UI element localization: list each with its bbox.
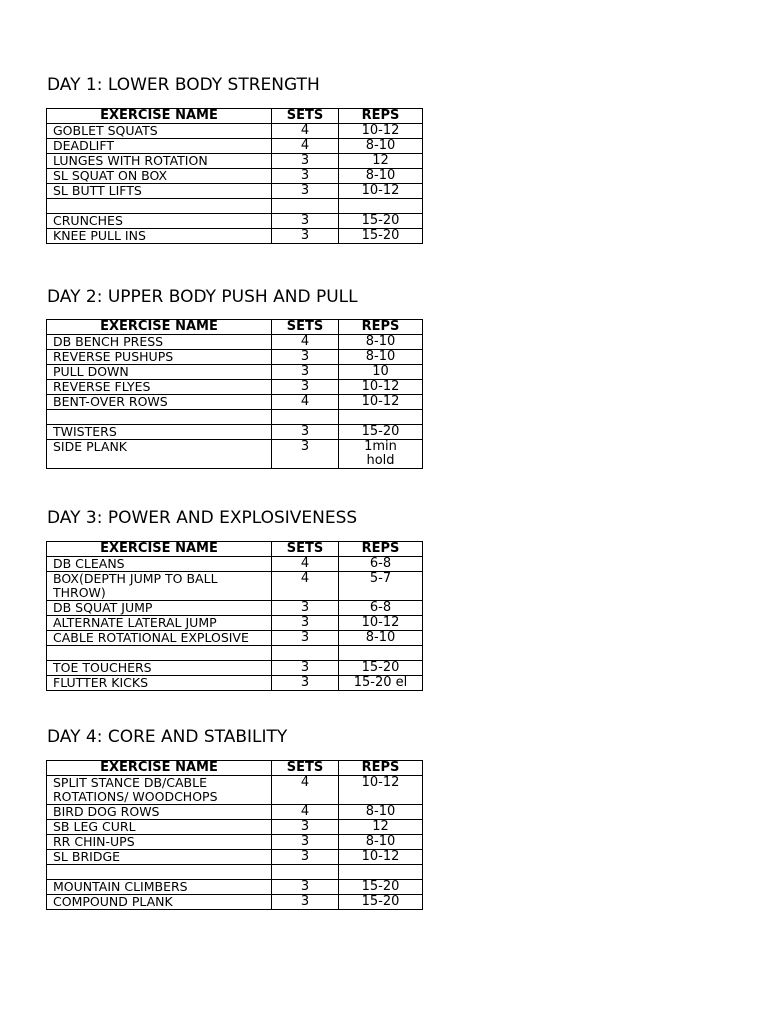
table-row [47, 895, 423, 910]
exercise-reps: 10-12 [339, 616, 423, 631]
exercise-reps: 15-20 [339, 214, 423, 229]
header-exercise-name: EXERCISE NAME [47, 109, 272, 124]
header-reps: REPS [339, 109, 423, 124]
exercise-name [47, 646, 272, 661]
exercise-name: PULL DOWN [47, 365, 272, 380]
table-header-row [47, 542, 423, 557]
exercise-name: KNEE PULL INS [47, 229, 272, 244]
exercise-reps: 8-10 [339, 139, 423, 154]
exercise-name: ALTERNATE LATERAL JUMP [47, 616, 272, 631]
exercise-name: SB LEG CURL [47, 820, 272, 835]
exercise-reps: 12 [339, 820, 423, 835]
exercise-reps: 10-12 [339, 124, 423, 139]
exercise-reps: 15-20 [339, 425, 423, 440]
exercise-reps: 10-12 [339, 776, 423, 805]
header-reps: REPS [339, 320, 423, 335]
exercise-sets: 3 [272, 676, 339, 691]
exercise-name: RR CHIN-UPS [47, 835, 272, 850]
table-row [47, 631, 423, 646]
table-row [47, 395, 423, 410]
table-row [47, 184, 423, 199]
header-exercise-name: EXERCISE NAME [47, 761, 272, 776]
day-1-table [46, 108, 423, 244]
exercise-sets [272, 199, 339, 214]
exercise-reps: 8-10 [339, 169, 423, 184]
exercise-reps: 10-12 [339, 380, 423, 395]
table-row [47, 124, 423, 139]
header-sets: SETS [272, 109, 339, 124]
exercise-name [47, 865, 272, 880]
day-2-title: DAY 2: UPPER BODY PUSH AND PULL [47, 287, 358, 307]
exercise-name: CRUNCHES [47, 214, 272, 229]
exercise-sets [272, 865, 339, 880]
header-reps: REPS [339, 761, 423, 776]
exercise-reps: 10-12 [339, 184, 423, 199]
exercise-sets: 4 [272, 776, 339, 805]
exercise-name: SL BRIDGE [47, 850, 272, 865]
table-row-blank [47, 865, 423, 880]
table-row [47, 661, 423, 676]
exercise-sets: 3 [272, 895, 339, 910]
exercise-sets: 3 [272, 380, 339, 395]
table-row-blank [47, 646, 423, 661]
header-exercise-name: EXERCISE NAME [47, 320, 272, 335]
exercise-reps: 8-10 [339, 631, 423, 646]
exercise-name: REVERSE PUSHUPS [47, 350, 272, 365]
exercise-name: CABLE ROTATIONAL EXPLOSIVE [47, 631, 272, 646]
header-exercise-name: EXERCISE NAME [47, 542, 272, 557]
exercise-name: TWISTERS [47, 425, 272, 440]
exercise-reps: 10-12 [339, 395, 423, 410]
table-row [47, 557, 423, 572]
exercise-sets: 3 [272, 154, 339, 169]
exercise-sets: 3 [272, 184, 339, 199]
exercise-reps [339, 199, 423, 214]
exercise-sets: 3 [272, 365, 339, 380]
table-row [47, 169, 423, 184]
table-row [47, 335, 423, 350]
table-row [47, 572, 423, 601]
exercise-name: FLUTTER KICKS [47, 676, 272, 691]
table-row [47, 380, 423, 395]
exercise-reps: 15-20 [339, 661, 423, 676]
exercise-sets: 4 [272, 335, 339, 350]
table-header-row [47, 761, 423, 776]
table-row-blank [47, 410, 423, 425]
exercise-reps: 15-20 [339, 880, 423, 895]
table-row [47, 350, 423, 365]
exercise-sets: 4 [272, 124, 339, 139]
exercise-name: SPLIT STANCE DB/CABLE ROTATIONS/ WOODCHOPS [47, 776, 272, 805]
table-row [47, 440, 423, 469]
header-reps: REPS [339, 542, 423, 557]
table-row [47, 139, 423, 154]
exercise-name: REVERSE FLYES [47, 380, 272, 395]
day-2-table [46, 319, 423, 469]
table-row [47, 365, 423, 380]
exercise-sets: 4 [272, 139, 339, 154]
exercise-name: DEADLIFT [47, 139, 272, 154]
exercise-reps: 15-20 [339, 229, 423, 244]
exercise-name: SL BUTT LIFTS [47, 184, 272, 199]
exercise-reps [339, 865, 423, 880]
exercise-reps: 12 [339, 154, 423, 169]
exercise-name [47, 199, 272, 214]
exercise-name: DB CLEANS [47, 557, 272, 572]
exercise-reps: 15-20 [339, 895, 423, 910]
day-3-title: DAY 3: POWER AND EXPLOSIVENESS [47, 508, 358, 528]
exercise-sets: 4 [272, 572, 339, 601]
exercise-sets: 3 [272, 820, 339, 835]
exercise-name: GOBLET SQUATS [47, 124, 272, 139]
header-sets: SETS [272, 542, 339, 557]
exercise-reps: 6-8 [339, 601, 423, 616]
table-row-blank [47, 199, 423, 214]
exercise-name: BOX(DEPTH JUMP TO BALL THROW) [47, 572, 272, 601]
exercise-reps: 10-12 [339, 850, 423, 865]
table-row [47, 880, 423, 895]
day-4-title: DAY 4: CORE AND STABILITY [47, 727, 288, 747]
exercise-sets: 4 [272, 395, 339, 410]
exercise-name: BIRD DOG ROWS [47, 805, 272, 820]
exercise-name: TOE TOUCHERS [47, 661, 272, 676]
exercise-reps: 6-8 [339, 557, 423, 572]
exercise-reps: 8-10 [339, 835, 423, 850]
exercise-reps [339, 646, 423, 661]
exercise-sets: 4 [272, 557, 339, 572]
exercise-name [47, 410, 272, 425]
table-row [47, 154, 423, 169]
exercise-reps: 8-10 [339, 335, 423, 350]
table-row [47, 776, 423, 805]
exercise-sets: 3 [272, 350, 339, 365]
exercise-sets: 3 [272, 214, 339, 229]
table-row [47, 820, 423, 835]
table-row [47, 676, 423, 691]
table-row [47, 601, 423, 616]
exercise-name: LUNGES WITH ROTATION [47, 154, 272, 169]
table-row [47, 425, 423, 440]
exercise-reps: 10 [339, 365, 423, 380]
exercise-sets: 3 [272, 631, 339, 646]
exercise-name: COMPOUND PLANK [47, 895, 272, 910]
exercise-sets [272, 646, 339, 661]
exercise-sets: 3 [272, 616, 339, 631]
exercise-reps: 1min hold [339, 440, 423, 469]
table-row [47, 805, 423, 820]
exercise-sets: 3 [272, 440, 339, 469]
table-row [47, 616, 423, 631]
exercise-sets: 4 [272, 805, 339, 820]
exercise-sets: 3 [272, 169, 339, 184]
exercise-sets: 3 [272, 850, 339, 865]
exercise-name: SL SQUAT ON BOX [47, 169, 272, 184]
exercise-reps: 8-10 [339, 350, 423, 365]
exercise-name: DB BENCH PRESS [47, 335, 272, 350]
exercise-sets [272, 410, 339, 425]
day-1-title: DAY 1: LOWER BODY STRENGTH [47, 75, 320, 95]
day-3-table [46, 541, 423, 691]
exercise-sets: 3 [272, 661, 339, 676]
exercise-name: SIDE PLANK [47, 440, 272, 469]
exercise-name: BENT-OVER ROWS [47, 395, 272, 410]
exercise-reps: 15-20 el [339, 676, 423, 691]
exercise-sets: 3 [272, 601, 339, 616]
exercise-name: MOUNTAIN CLIMBERS [47, 880, 272, 895]
table-header-row [47, 320, 423, 335]
header-sets: SETS [272, 761, 339, 776]
exercise-sets: 3 [272, 835, 339, 850]
table-row [47, 229, 423, 244]
table-row [47, 835, 423, 850]
header-sets: SETS [272, 320, 339, 335]
day-4-table [46, 760, 423, 910]
exercise-sets: 3 [272, 425, 339, 440]
exercise-name: DB SQUAT JUMP [47, 601, 272, 616]
exercise-sets: 3 [272, 880, 339, 895]
exercise-sets: 3 [272, 229, 339, 244]
exercise-reps [339, 410, 423, 425]
exercise-reps: 8-10 [339, 805, 423, 820]
table-row [47, 850, 423, 865]
table-row [47, 214, 423, 229]
table-header-row [47, 109, 423, 124]
exercise-reps: 5-7 [339, 572, 423, 601]
